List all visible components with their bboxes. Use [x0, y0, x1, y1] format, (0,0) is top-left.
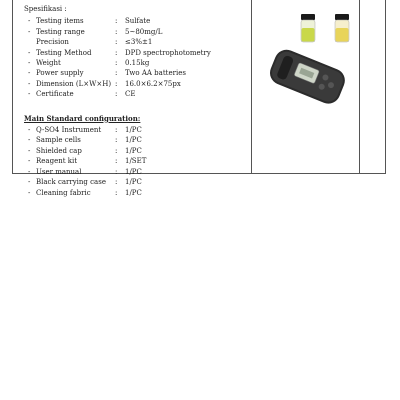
- config-row: [24, 167, 249, 177]
- separator: :: [115, 90, 118, 99]
- config-value: 1/PC: [125, 146, 142, 155]
- dash: -: [28, 167, 31, 176]
- config-row: [24, 188, 249, 198]
- spec-list: [24, 16, 249, 99]
- dash: -: [28, 27, 31, 36]
- spec-row: [24, 58, 249, 68]
- separator: :: [115, 59, 118, 68]
- dash: -: [28, 157, 31, 166]
- config-label: User manual: [36, 167, 82, 176]
- spec-label: Dimension (L×W×H): [36, 79, 112, 88]
- separator: :: [115, 136, 118, 145]
- config-list: [24, 125, 249, 198]
- spec-value: ≤3%±1: [125, 38, 153, 47]
- table-border-left: [12, 0, 13, 173]
- dash: -: [28, 17, 31, 26]
- sample-vial-icon: [301, 14, 315, 42]
- spec-value: CE: [125, 90, 136, 99]
- table-border-right: [385, 0, 386, 173]
- separator: :: [115, 126, 118, 135]
- separator: :: [115, 17, 118, 26]
- spec-section: [24, 4, 249, 198]
- spec-row: [24, 48, 249, 58]
- config-row: [24, 125, 249, 135]
- sample-vial-icon: [335, 14, 349, 42]
- separator: :: [115, 38, 118, 47]
- config-row: [24, 156, 249, 166]
- separator: :: [115, 69, 118, 78]
- spec-title: Spesifikasi :: [24, 5, 67, 13]
- dash: -: [28, 136, 31, 145]
- separator: :: [115, 48, 118, 57]
- spec-row: [24, 89, 249, 99]
- separator: :: [115, 178, 118, 187]
- config-value: 1/SET: [125, 157, 147, 166]
- spec-row: [24, 16, 249, 26]
- config-row: [24, 135, 249, 145]
- spec-value: 0.15kg: [125, 59, 150, 68]
- spec-value: DPD spectrophotometry: [125, 48, 211, 57]
- config-label: Shielded cap: [36, 146, 82, 155]
- spec-value: 5~80mg/L: [125, 27, 163, 36]
- config-value: 1/PC: [125, 126, 142, 135]
- spec-row: [24, 68, 249, 78]
- config-value: 1/PC: [125, 178, 142, 187]
- separator: :: [115, 157, 118, 166]
- config-label: Cleaning fabric: [36, 188, 91, 197]
- separator: :: [115, 79, 118, 88]
- spec-value: Two AA batteries: [125, 69, 186, 78]
- config-value: 1/PC: [125, 167, 142, 176]
- dash: -: [28, 69, 31, 78]
- dash: -: [28, 178, 31, 187]
- config-label: Q-SO4 Instrument: [36, 126, 102, 135]
- spec-label: Testing range: [36, 27, 85, 36]
- spec-label: Weight: [36, 59, 61, 68]
- config-title: Main Standard configuration:: [24, 113, 141, 123]
- spec-label: Power supply: [36, 69, 84, 78]
- config-row: [24, 177, 249, 187]
- table-divider: [251, 0, 252, 173]
- config-value: 1/PC: [125, 188, 142, 197]
- dash: -: [28, 146, 31, 155]
- separator: :: [115, 167, 118, 176]
- spec-label: Testing items: [36, 17, 84, 26]
- config-label: Sample cells: [36, 136, 81, 145]
- dash: -: [28, 59, 31, 68]
- dash: -: [28, 188, 31, 197]
- spec-label: Certificate: [36, 90, 74, 99]
- spec-row: [24, 79, 249, 89]
- dash: -: [28, 126, 31, 135]
- config-label: Black carrying case: [36, 178, 106, 187]
- spec-label: Testing Method: [36, 48, 92, 57]
- spec-row: [24, 27, 249, 37]
- spec-value: Sulfate: [125, 17, 151, 26]
- product-photo: [253, 10, 357, 114]
- config-row: [24, 146, 249, 156]
- separator: :: [115, 146, 118, 155]
- spec-value: 16.0×6.2×75px: [125, 79, 181, 88]
- config-label: Reagent kit: [36, 157, 78, 166]
- table-divider: [359, 0, 360, 173]
- dash: -: [28, 48, 31, 57]
- separator: :: [115, 27, 118, 36]
- separator: :: [115, 188, 118, 197]
- dash: -: [28, 90, 31, 99]
- spec-row: [24, 37, 249, 47]
- spec-label: Precision: [36, 38, 69, 47]
- dash: -: [28, 79, 31, 88]
- config-value: 1/PC: [125, 136, 142, 145]
